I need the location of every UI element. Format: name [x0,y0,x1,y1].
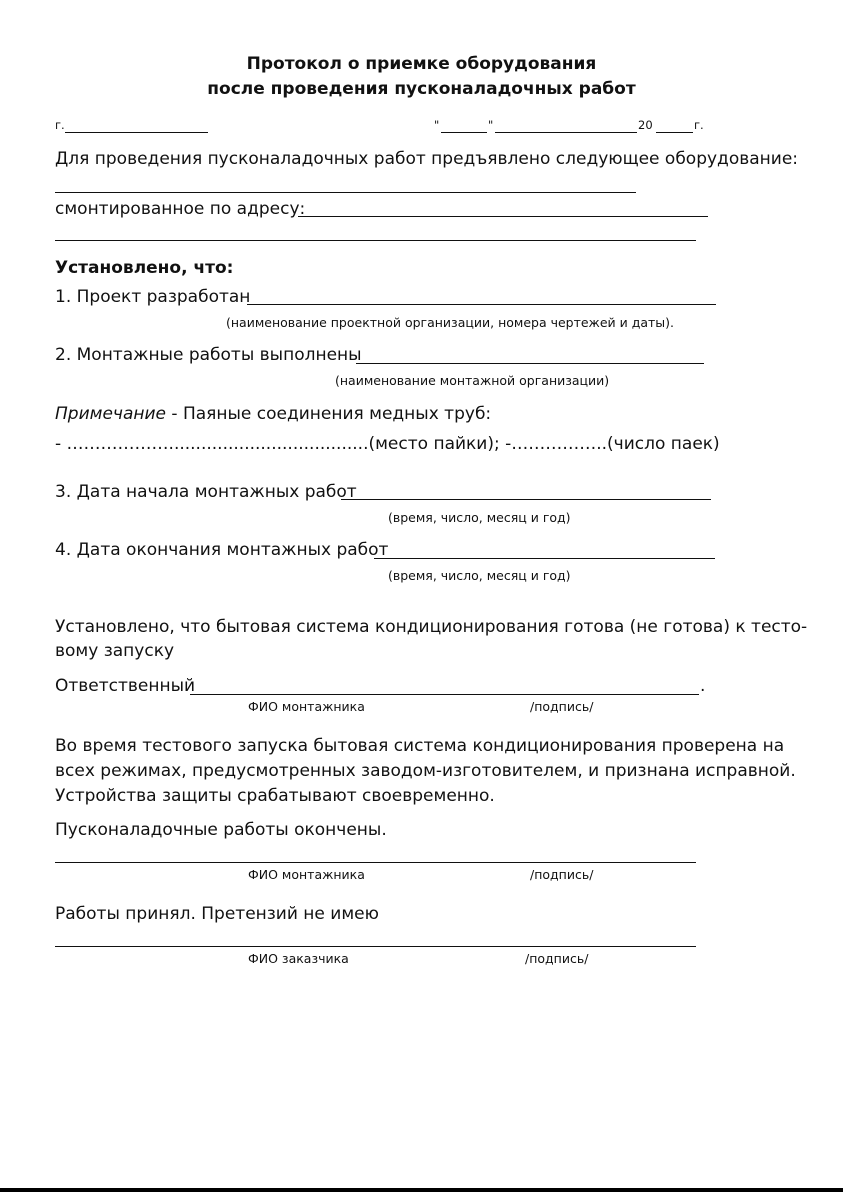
signature-label-3: /подпись/ [525,951,589,966]
end-date-field[interactable] [374,558,715,559]
start-date-field[interactable] [341,499,711,500]
note-line [55,404,491,424]
accepted-text: Работы принял. Претензий не имею [55,904,379,924]
note-text: - Паяные соединения медных труб: [166,404,492,424]
address-label: смонтированное по адресу: [55,199,306,219]
fio-installer-label-1: ФИО монтажника [248,699,365,714]
established-heading: Установлено, что: [55,258,234,278]
item3-label: 3. Дата начала монтажных работ [55,482,357,502]
note-label: Примечание [55,404,166,424]
equipment-intro: Для проведения пусконаладочных работ предъявлено следующее оборудование: [55,149,799,169]
test-line-1: Во время тестового запуска бытовая система кондиционирования проверена на [55,736,785,756]
city-prefix: г. [55,118,65,132]
title-line-1: Протокол о приемке оборудования [246,54,597,74]
item2-hint: (наименование монтажной организации) [335,373,610,388]
responsible-field[interactable] [190,694,699,695]
customer-signature-field[interactable] [55,946,696,947]
responsible-end: . [700,676,706,696]
ready-line-2: вому запуску [55,641,175,661]
signature-label-2: /подпись/ [530,867,594,882]
equipment-field[interactable] [55,192,636,193]
address-field[interactable] [298,216,708,217]
date-year-suffix: г. [694,118,704,132]
date-quote-close: " [488,118,494,132]
installation-company-field[interactable] [356,363,704,364]
ready-line-1: Установлено, что бытовая система кондиционирования готова (не готова) к тесто- [55,617,808,637]
test-line-2: всех режимах, предусмотренных заводом-изготовителем, и признана исправной. [55,761,796,781]
date-day-field[interactable] [441,132,487,133]
page-bottom-border [0,1188,843,1192]
test-line-3: Устройства защиты срабатывают своевременно. [55,786,495,806]
item2-label: 2. Монтажные работы выполнены [55,345,362,365]
address-field-continued[interactable] [55,240,696,241]
date-quote-open: " [434,118,440,132]
commissioning-done: Пусконаладочные работы окончены. [55,820,387,840]
fio-installer-label-2: ФИО монтажника [248,867,365,882]
item3-hint: (время, число, месяц и год) [388,510,571,525]
responsible-label: Ответственный [55,676,196,696]
fio-customer-label: ФИО заказчика [248,951,349,966]
item1-label: 1. Проект разработан [55,287,251,307]
city-field[interactable] [65,132,208,133]
installer-signature-field[interactable] [55,862,696,863]
signature-label-1: /подпись/ [530,699,594,714]
title-line-2: после проведения пусконаладочных работ [207,79,636,99]
item1-hint: (наименование проектной организации, номера чертежей и даты). [226,315,675,330]
solder-line: - ……………….....................................(место пайки); -……………..(число паек) [55,434,720,454]
date-month-field[interactable] [495,132,637,133]
project-developer-field[interactable] [247,304,716,305]
item4-label: 4. Дата окончания монтажных работ [55,540,389,560]
date-year-prefix: 20 [638,118,653,132]
item4-hint: (время, число, месяц и год) [388,568,571,583]
date-year-field[interactable] [656,132,693,133]
